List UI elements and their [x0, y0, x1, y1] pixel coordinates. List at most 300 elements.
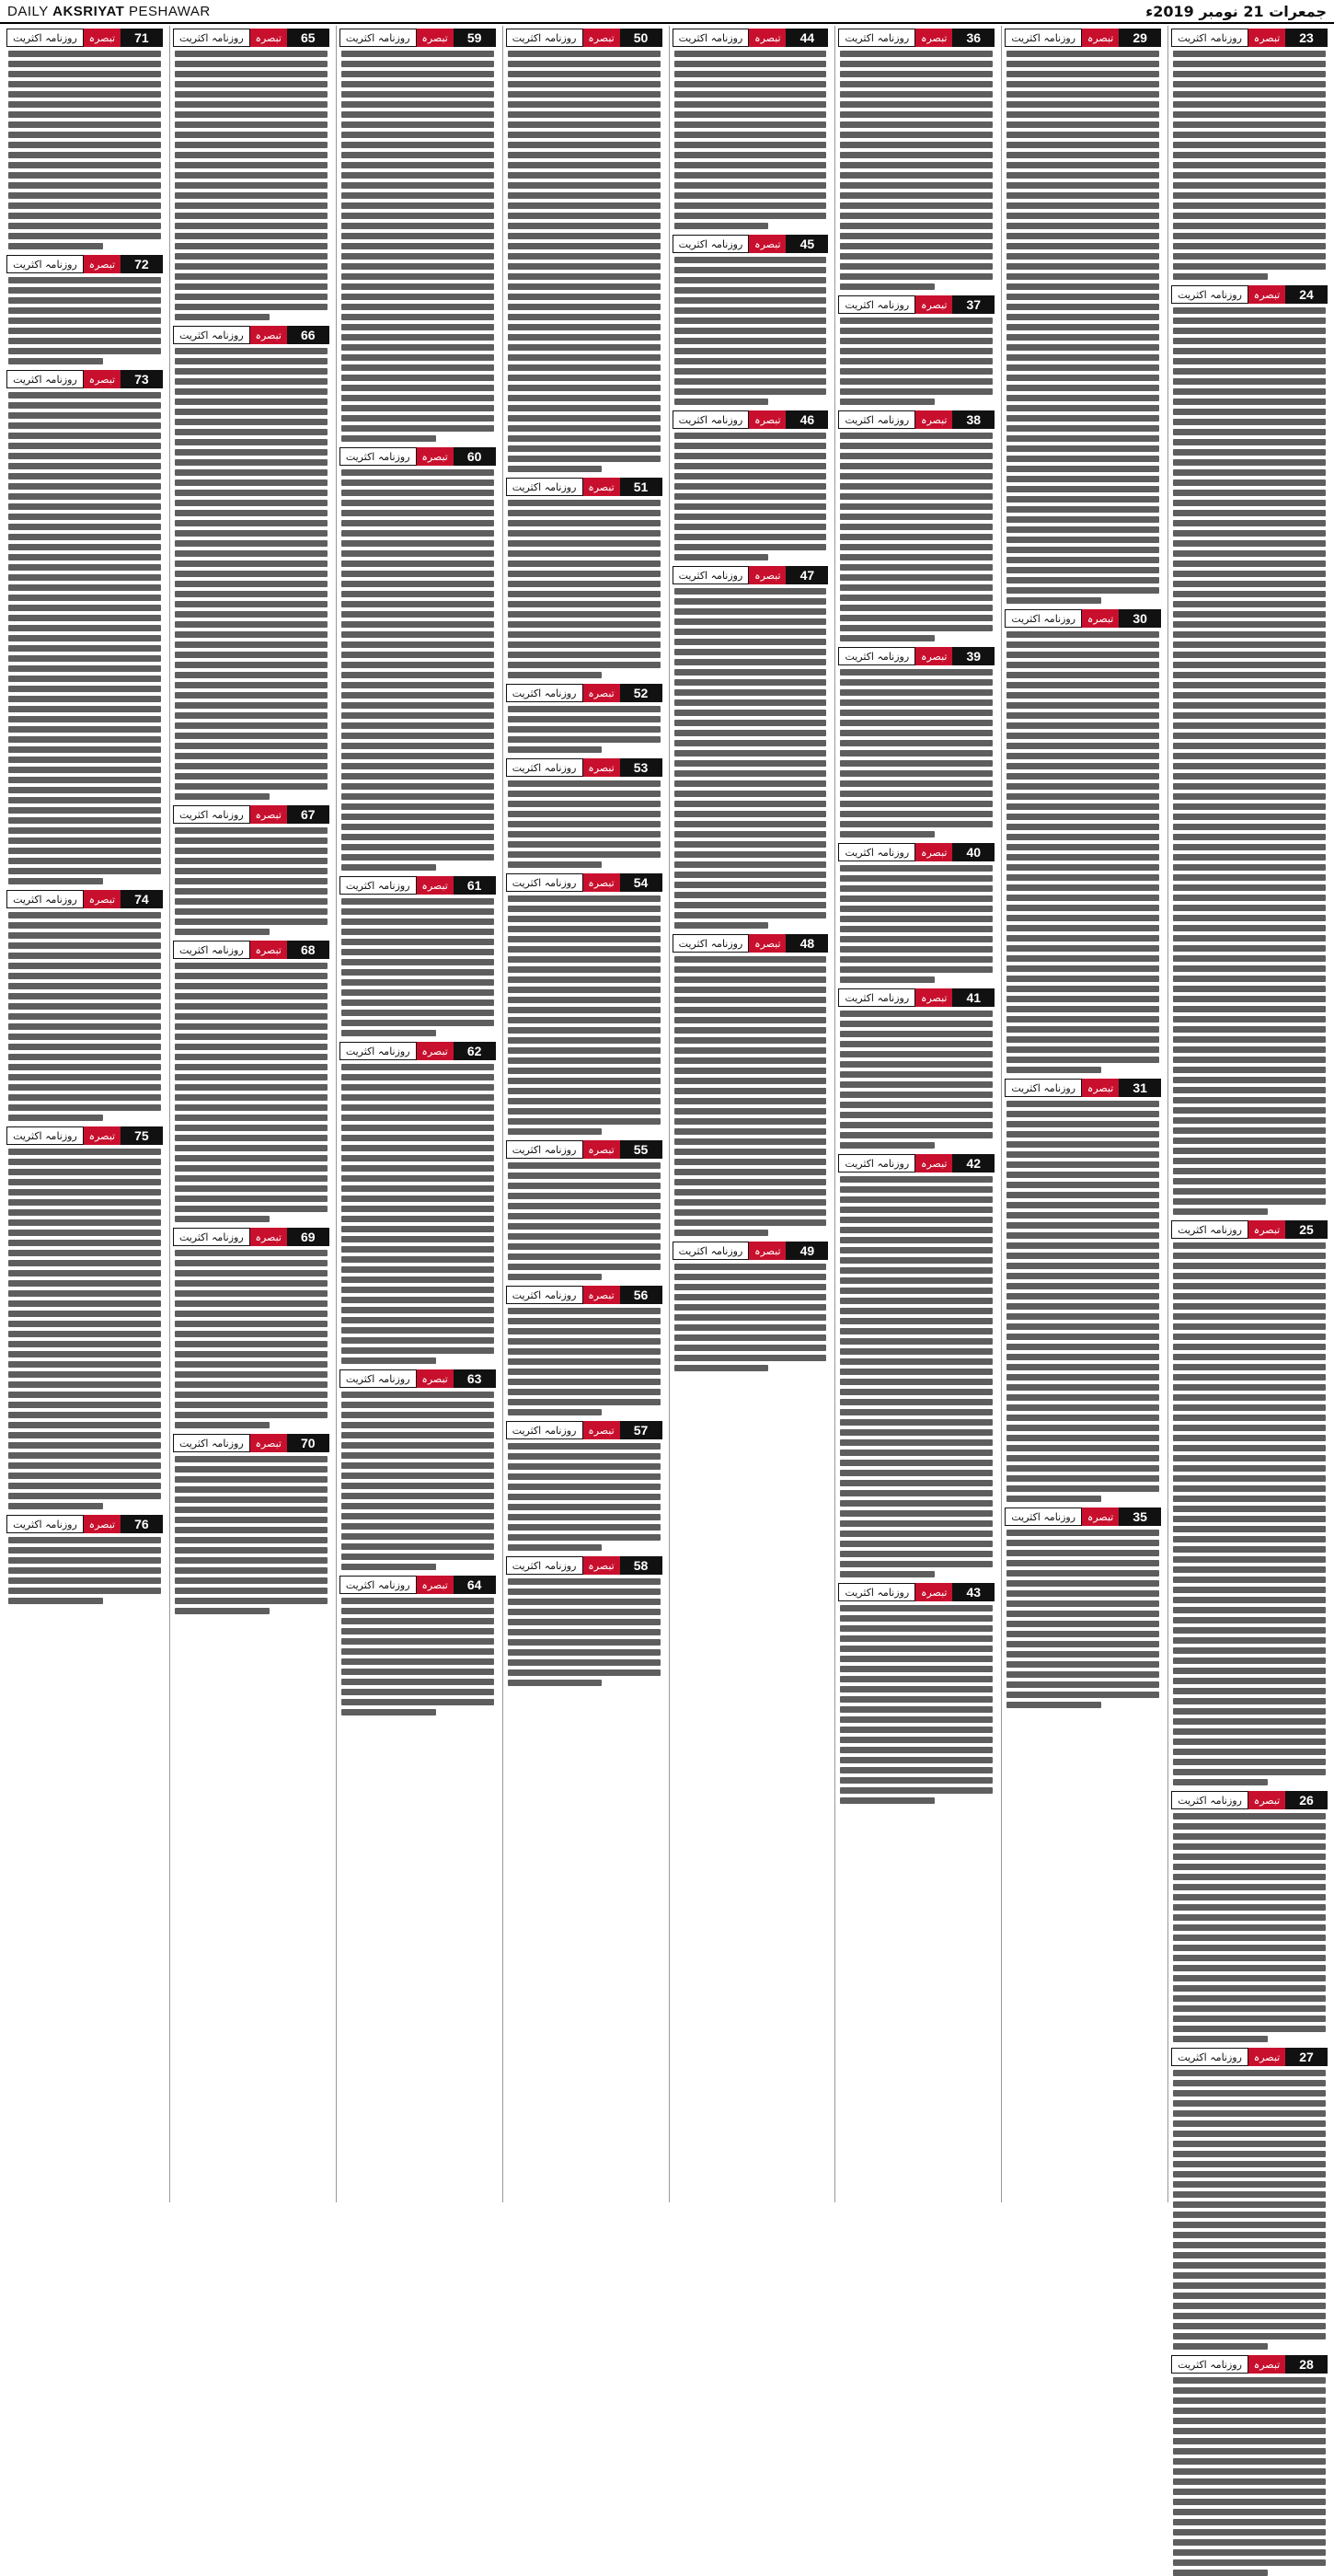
- text-line: [8, 1392, 161, 1398]
- text-line: [840, 1142, 935, 1149]
- text-line: [8, 162, 161, 168]
- text-line: [1006, 405, 1159, 411]
- text-line: [341, 253, 494, 260]
- news-item: [1171, 285, 1328, 1215]
- text-line: [508, 1007, 661, 1013]
- text-line: [508, 314, 661, 320]
- text-line: [8, 1270, 161, 1276]
- item-source: روزنامہ اکثریت: [506, 684, 583, 702]
- item-number: 44: [786, 29, 828, 47]
- text-line: [674, 473, 827, 479]
- text-line: [508, 304, 661, 310]
- text-line: [1173, 996, 1326, 1002]
- text-line: [1006, 1067, 1101, 1073]
- text-line: [8, 318, 161, 324]
- news-item: [673, 934, 829, 1236]
- text-line: [8, 1094, 161, 1101]
- text-line: [1006, 905, 1159, 911]
- text-line: [341, 682, 494, 688]
- text-line: [1006, 935, 1159, 941]
- text-line: [8, 1064, 161, 1070]
- issue-date: جمعرات 21 نومبر 2019ء: [1145, 2, 1327, 20]
- text-line: [840, 595, 993, 601]
- news-column: [669, 26, 832, 2202]
- item-header: [1171, 1791, 1328, 1809]
- text-line: [1173, 976, 1326, 982]
- text-line: [175, 1216, 270, 1222]
- text-line: [508, 1017, 661, 1023]
- news-item: [506, 758, 662, 868]
- text-line: [508, 1619, 661, 1625]
- text-line: [8, 412, 161, 419]
- text-line: [508, 111, 661, 118]
- text-line: [508, 997, 661, 1003]
- text-line: [508, 375, 661, 381]
- text-line: [175, 743, 328, 749]
- text-line: [508, 550, 661, 557]
- text-line: [840, 730, 993, 736]
- text-line: [175, 1023, 328, 1030]
- text-line: [175, 1125, 328, 1131]
- text-line: [840, 1207, 993, 1213]
- item-number: 65: [287, 29, 329, 47]
- text-line: [1173, 783, 1326, 790]
- text-line: [840, 1500, 993, 1507]
- text-line: [8, 402, 161, 409]
- text-line: [674, 872, 827, 878]
- text-line: [1173, 1813, 1326, 1819]
- text-line: [840, 740, 993, 746]
- text-line: [8, 503, 161, 510]
- item-header: [6, 1515, 163, 1533]
- text-line: [1173, 439, 1326, 445]
- text-line: [1173, 1455, 1326, 1461]
- text-line: [341, 1598, 494, 1604]
- text-line: [341, 641, 494, 648]
- text-line: [1173, 1526, 1326, 1532]
- text-line: [1173, 1617, 1326, 1623]
- text-line: [1173, 1884, 1326, 1890]
- text-line: [175, 1341, 328, 1347]
- text-line: [341, 1638, 494, 1645]
- item-body: [1171, 1242, 1328, 1785]
- text-line: [175, 1044, 328, 1050]
- text-line: [508, 1193, 661, 1199]
- text-line: [840, 1112, 993, 1118]
- text-line: [1006, 1253, 1159, 1259]
- text-line: [508, 1484, 661, 1490]
- text-line: [1006, 1046, 1159, 1053]
- text-line: [508, 500, 661, 506]
- text-line: [175, 81, 328, 87]
- text-line: [674, 172, 827, 179]
- text-line: [674, 213, 827, 219]
- item-source: روزنامہ اکثریت: [673, 934, 750, 953]
- text-line: [1173, 814, 1326, 820]
- text-line: [8, 837, 161, 844]
- item-header: [1171, 1220, 1328, 1239]
- text-line: [1006, 834, 1159, 840]
- item-header: [173, 805, 329, 824]
- text-line: [508, 1078, 661, 1084]
- item-source: روزنامہ اکثریت: [506, 1421, 583, 1439]
- text-line: [8, 392, 161, 399]
- text-line: [1006, 1303, 1159, 1310]
- text-line: [175, 1598, 328, 1604]
- text-line: [1173, 1985, 1326, 1992]
- text-line: [508, 520, 661, 526]
- text-line: [674, 1345, 827, 1351]
- item-header: [506, 1421, 662, 1439]
- item-body: [673, 51, 829, 229]
- text-line: [1173, 2181, 1326, 2188]
- text-line: [8, 328, 161, 334]
- text-line: [1006, 1016, 1159, 1022]
- text-line: [175, 152, 328, 158]
- text-line: [1006, 1111, 1159, 1117]
- text-line: [175, 530, 328, 537]
- item-source: روزنامہ اکثریت: [506, 1556, 583, 1575]
- text-line: [508, 976, 661, 983]
- text-line: [840, 1247, 993, 1253]
- text-line: [1006, 1131, 1159, 1138]
- text-line: [1006, 344, 1159, 351]
- text-line: [840, 1439, 993, 1446]
- text-line: [341, 591, 494, 597]
- text-line: [1006, 986, 1159, 992]
- text-line: [508, 1172, 661, 1179]
- item-source: روزنامہ اکثریت: [339, 876, 417, 895]
- text-line: [8, 726, 161, 733]
- item-source: روزنامہ اکثریت: [838, 29, 915, 47]
- text-line: [175, 1527, 328, 1533]
- text-line: [341, 1287, 494, 1293]
- text-line: [1173, 1995, 1326, 2002]
- item-source: روزنامہ اکثریت: [1171, 29, 1248, 47]
- text-line: [1006, 506, 1159, 513]
- news-item: [506, 1140, 662, 1280]
- item-source: روزنامہ اکثریت: [339, 447, 417, 466]
- text-line: [8, 584, 161, 591]
- text-line: [175, 1456, 328, 1462]
- masthead: [0, 0, 1334, 24]
- text-line: [508, 621, 661, 628]
- text-line: [508, 294, 661, 300]
- text-line: [840, 1625, 993, 1632]
- text-line: [1173, 2252, 1326, 2258]
- item-tag: تبصرہ: [1082, 609, 1119, 628]
- text-line: [8, 1290, 161, 1297]
- text-line: [1006, 253, 1159, 260]
- text-line: [674, 544, 827, 550]
- text-line: [1173, 1465, 1326, 1472]
- text-line: [175, 182, 328, 189]
- text-line: [1173, 743, 1326, 749]
- news-item: [6, 29, 163, 249]
- text-line: [8, 807, 161, 814]
- text-line: [840, 172, 993, 179]
- text-line: [1173, 965, 1326, 972]
- item-tag: تبصرہ: [915, 410, 952, 429]
- text-line: [1173, 955, 1326, 962]
- text-line: [8, 433, 161, 439]
- text-line: [8, 665, 161, 672]
- text-line: [508, 1514, 661, 1520]
- text-line: [8, 132, 161, 138]
- text-line: [175, 601, 328, 607]
- text-line: [1006, 567, 1159, 573]
- text-line: [341, 1317, 494, 1323]
- text-line: [1173, 1935, 1326, 1941]
- item-header: [1005, 1079, 1161, 1097]
- text-line: [508, 916, 661, 922]
- item-body: [506, 1443, 662, 1551]
- text-line: [1006, 182, 1159, 189]
- item-source: روزنامہ اکثریت: [506, 1140, 583, 1159]
- text-line: [508, 1098, 661, 1104]
- text-line: [508, 1443, 661, 1450]
- text-line: [840, 399, 935, 405]
- text-line: [8, 1503, 103, 1509]
- item-body: [838, 865, 995, 983]
- text-line: [1006, 1212, 1159, 1219]
- text-line: [341, 510, 494, 516]
- text-line: [1173, 935, 1326, 941]
- text-line: [341, 601, 494, 607]
- item-header: [173, 326, 329, 344]
- text-line: [8, 1240, 161, 1246]
- text-line: [8, 473, 161, 479]
- text-line: [674, 1159, 827, 1165]
- text-line: [840, 780, 993, 787]
- text-line: [1006, 101, 1159, 108]
- text-line: [8, 1351, 161, 1357]
- text-line: [840, 1706, 993, 1713]
- item-source: روزنامہ اکثریت: [506, 478, 583, 496]
- text-line: [175, 641, 328, 648]
- text-line: [508, 51, 661, 57]
- text-line: [8, 848, 161, 854]
- text-line: [341, 1513, 494, 1519]
- text-line: [175, 888, 328, 895]
- item-body: [173, 1456, 329, 1614]
- item-header: [673, 566, 829, 584]
- text-line: [1006, 1323, 1159, 1330]
- text-line: [1173, 854, 1326, 861]
- item-source: روزنامہ اکثریت: [339, 1369, 417, 1388]
- item-body: [506, 895, 662, 1135]
- text-line: [1173, 121, 1326, 128]
- text-line: [508, 1578, 661, 1585]
- text-line: [840, 483, 993, 490]
- text-line: [508, 1463, 661, 1470]
- text-line: [840, 1071, 993, 1078]
- news-item: [506, 478, 662, 678]
- text-line: [1006, 1101, 1159, 1107]
- text-line: [175, 1175, 328, 1182]
- text-line: [508, 456, 661, 462]
- text-line: [175, 1034, 328, 1040]
- text-line: [508, 1639, 661, 1646]
- text-line: [674, 649, 827, 655]
- item-body: [1005, 51, 1161, 604]
- text-line: [1173, 378, 1326, 385]
- text-line: [840, 202, 993, 209]
- text-line: [1173, 111, 1326, 118]
- text-line: [508, 726, 661, 733]
- text-line: [1006, 1570, 1159, 1577]
- text-line: [840, 453, 993, 459]
- item-header: [173, 941, 329, 959]
- item-tag: تبصرہ: [1248, 285, 1285, 304]
- text-line: [1173, 682, 1326, 688]
- item-tag: تبصرہ: [583, 873, 620, 892]
- text-line: [508, 1118, 661, 1125]
- text-line: [1173, 1739, 1326, 1745]
- text-line: [1173, 2272, 1326, 2279]
- text-line: [8, 1260, 161, 1266]
- text-line: [1173, 1313, 1326, 1320]
- item-tag: تبصرہ: [749, 410, 786, 429]
- item-tag: تبصرہ: [417, 447, 454, 466]
- text-line: [175, 71, 328, 77]
- text-line: [175, 793, 270, 800]
- text-line: [8, 493, 161, 500]
- item-tag: تبصرہ: [1082, 1079, 1119, 1097]
- text-line: [840, 378, 993, 385]
- text-line: [840, 1757, 993, 1763]
- text-line: [8, 932, 161, 939]
- text-line: [1173, 2070, 1326, 2076]
- item-number: 63: [454, 1369, 496, 1388]
- text-line: [175, 571, 328, 577]
- text-line: [341, 294, 494, 300]
- text-line: [175, 510, 328, 516]
- item-header: [1005, 609, 1161, 628]
- text-line: [840, 524, 993, 530]
- text-line: [508, 233, 661, 239]
- item-tag: تبصرہ: [749, 934, 786, 953]
- text-line: [8, 1013, 161, 1020]
- item-header: [506, 1140, 662, 1159]
- text-line: [840, 71, 993, 77]
- text-line: [175, 459, 328, 466]
- text-line: [840, 223, 993, 229]
- text-line: [840, 493, 993, 500]
- text-line: [674, 608, 827, 615]
- text-line: [1173, 1364, 1326, 1370]
- text-line: [8, 152, 161, 158]
- text-line: [674, 91, 827, 98]
- text-line: [1173, 601, 1326, 607]
- text-line: [1006, 537, 1159, 543]
- news-item: [173, 29, 329, 320]
- text-line: [1173, 1117, 1326, 1124]
- text-line: [674, 111, 827, 118]
- text-line: [508, 1494, 661, 1500]
- text-line: [8, 787, 161, 793]
- text-line: [175, 1165, 328, 1172]
- text-line: [341, 1422, 494, 1428]
- text-line: [1006, 314, 1159, 320]
- item-tag: تبصرہ: [84, 29, 121, 47]
- item-header: [1171, 29, 1328, 47]
- text-line: [1173, 2323, 1326, 2329]
- text-line: [341, 142, 494, 148]
- text-line: [341, 621, 494, 628]
- text-line: [508, 540, 661, 547]
- item-number: 48: [786, 934, 828, 953]
- text-line: [508, 1649, 661, 1656]
- text-line: [8, 1250, 161, 1256]
- text-line: [508, 415, 661, 422]
- text-line: [175, 1476, 328, 1483]
- text-line: [840, 669, 993, 676]
- item-tag: تبصرہ: [915, 1154, 952, 1172]
- text-line: [341, 803, 494, 810]
- text-line: [1173, 2100, 1326, 2107]
- item-number: 41: [952, 988, 995, 1007]
- item-number: 38: [952, 410, 995, 429]
- text-line: [1006, 1172, 1159, 1178]
- text-line: [1173, 1485, 1326, 1492]
- text-line: [840, 1196, 993, 1203]
- text-line: [341, 1452, 494, 1459]
- text-line: [1173, 1698, 1326, 1704]
- item-tag: تبصرہ: [250, 29, 287, 47]
- text-line: [1006, 1151, 1159, 1158]
- text-line: [1173, 2262, 1326, 2269]
- text-line: [175, 621, 328, 628]
- text-line: [674, 710, 827, 716]
- text-line: [175, 1064, 328, 1070]
- text-line: [1173, 1067, 1326, 1073]
- text-line: [840, 750, 993, 757]
- text-line: [1006, 945, 1159, 952]
- item-tag: تبصرہ: [1248, 2048, 1285, 2066]
- text-line: [840, 1696, 993, 1703]
- text-line: [341, 939, 494, 945]
- text-line: [508, 1308, 661, 1314]
- news-item: [339, 1042, 496, 1364]
- text-line: [175, 283, 328, 290]
- item-body: [506, 780, 662, 868]
- text-line: [1173, 61, 1326, 67]
- text-line: [175, 929, 270, 935]
- text-line: [1173, 1556, 1326, 1563]
- text-line: [1173, 2377, 1326, 2384]
- text-line: [175, 348, 328, 354]
- text-line: [1006, 996, 1159, 1002]
- text-line: [1173, 753, 1326, 759]
- item-number: 71: [121, 29, 163, 47]
- text-line: [341, 722, 494, 729]
- text-line: [175, 202, 328, 209]
- text-line: [341, 385, 494, 391]
- text-line: [175, 429, 328, 435]
- item-header: [506, 684, 662, 702]
- text-line: [1173, 2418, 1326, 2424]
- text-line: [840, 574, 993, 581]
- text-line: [1006, 516, 1159, 523]
- item-number: 37: [952, 295, 995, 314]
- text-line: [840, 1419, 993, 1426]
- text-line: [175, 91, 328, 98]
- text-line: [674, 1274, 827, 1280]
- text-line: [1006, 1263, 1159, 1269]
- text-line: [840, 1122, 993, 1128]
- text-line: [1006, 1661, 1159, 1668]
